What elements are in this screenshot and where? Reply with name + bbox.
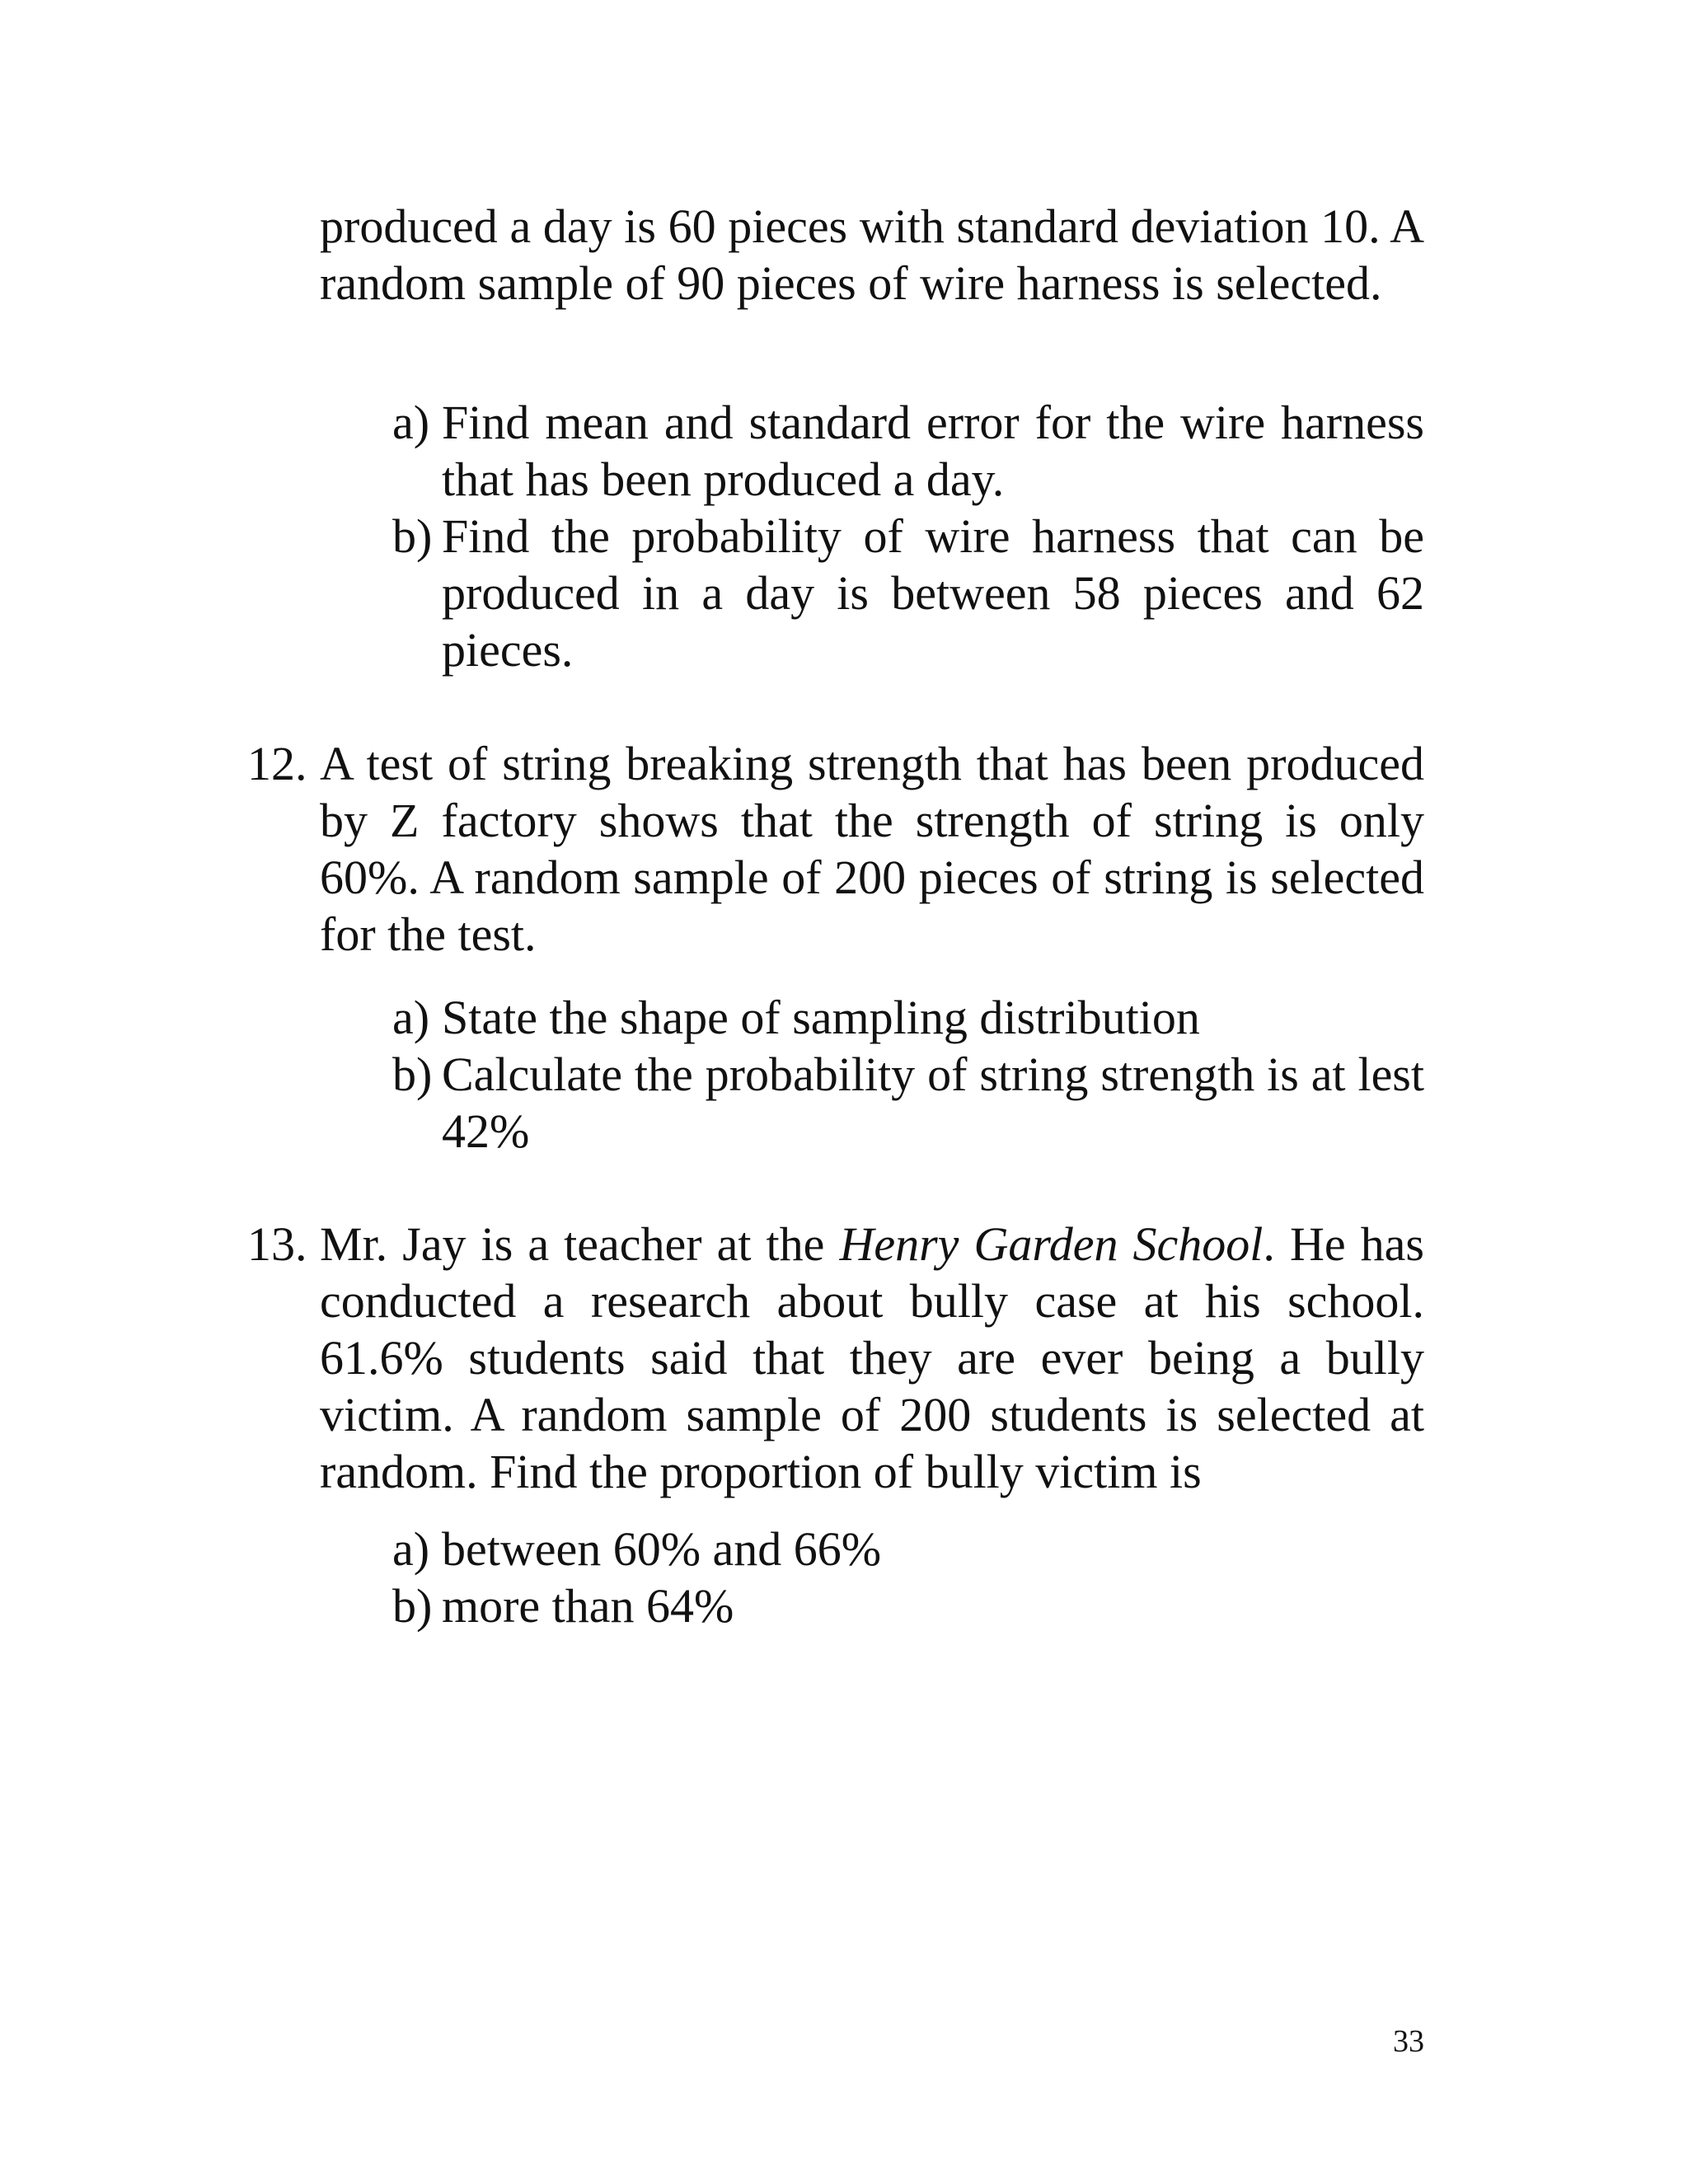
- sub-text: between 60% and 66%: [442, 1522, 882, 1576]
- question-11-continuation: produced a day is 60 pieces with standard deviation 10. A random sample of 90 pieces of wire harness is selected.: [320, 199, 1424, 310]
- sub-label: a): [392, 396, 430, 449]
- sub-label: a): [392, 991, 430, 1044]
- question-12b: [392, 1046, 1424, 1160]
- sub-text: Find mean and standard error for the wire harness that has been produced a day.: [442, 396, 1424, 506]
- question-13a: [392, 1521, 1424, 1577]
- question-13-subquestions: [392, 1521, 1424, 1634]
- question-11a: [392, 394, 1424, 508]
- sub-text: more than 64%: [442, 1579, 734, 1633]
- question-13b: [392, 1577, 1424, 1634]
- sub-label: b): [392, 1579, 433, 1633]
- sub-text: Find the probability of wire harness that can be produced in a day is between 58 pieces and 62 pieces.: [442, 509, 1424, 677]
- question-12-subquestions: [392, 989, 1424, 1160]
- question-number: 13.: [247, 1217, 307, 1271]
- sub-text: Calculate the probability of string strength is at lest 42%: [442, 1047, 1424, 1158]
- question-text: [320, 1216, 1424, 1500]
- question-12a: [392, 989, 1424, 1046]
- sub-label: b): [392, 509, 433, 563]
- question-number: 12.: [247, 737, 307, 790]
- sub-label: a): [392, 1522, 430, 1576]
- question-text-start: Mr. Jay is a teacher at the: [320, 1217, 840, 1271]
- question-11-subquestions: [392, 394, 1424, 678]
- school-name: Henry Garden School: [839, 1217, 1264, 1271]
- question-11b: [392, 508, 1424, 678]
- page-number: 33: [1393, 2024, 1424, 2059]
- question-text: A test of string breaking strength that has been produced by Z factory shows that the strength of string is only 60%. A random sample of 200 pieces of string is selected for the test.: [320, 737, 1424, 961]
- sub-text: State the shape of sampling distribution: [442, 991, 1200, 1044]
- question-text-end: . He has conducted a research about bully case at his school. 61.6% students said that they are ever being a bully victim. A random sample of 200 students is selected at random. Find the proportion of bully victim is: [320, 1217, 1424, 1498]
- sub-label: b): [392, 1047, 433, 1101]
